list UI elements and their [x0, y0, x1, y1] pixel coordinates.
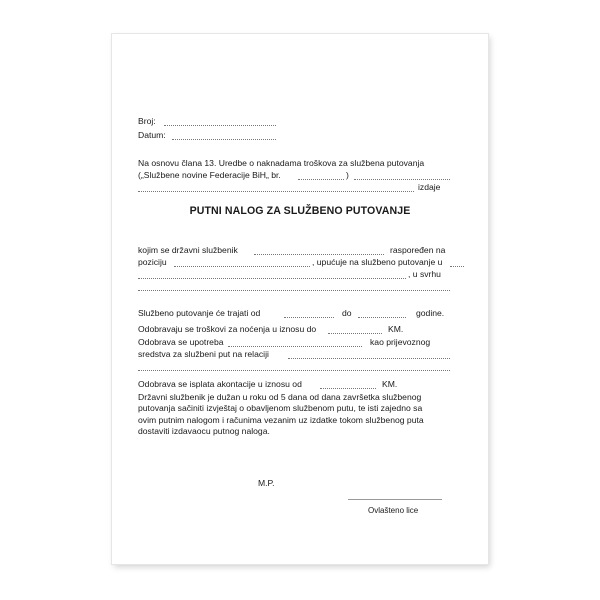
intro-line-2-close: ) — [346, 170, 349, 180]
duration-label: Službeno putovanje će trajati od — [138, 308, 261, 318]
gazette-number-line — [298, 179, 344, 180]
obligation-line-2: putovanja sačiniti izvještaj o obavljenom službenom putu, te isti zajedno sa — [138, 403, 423, 414]
position-label: poziciju — [138, 257, 167, 267]
duration-to-line — [358, 317, 406, 318]
stamp-label: M.P. — [258, 478, 275, 488]
intro-line-2-fill — [354, 179, 450, 180]
signature-label: Ovlašteno lice — [368, 506, 419, 515]
datum-label: Datum: — [138, 130, 166, 140]
duration-from-line — [284, 317, 334, 318]
broj-field-line — [164, 125, 276, 126]
destination-line — [138, 278, 406, 279]
obligation-paragraph — [138, 392, 438, 438]
intro-izdaje: izdaje — [418, 182, 441, 192]
purpose-line — [138, 290, 450, 291]
signature-line — [348, 499, 442, 500]
purpose-label: , u svrhu — [408, 269, 441, 279]
route-label: sredstva za službeni put na relaciji — [138, 349, 269, 359]
page-title: PUTNI NALOG ZA SLUŽBENO PUTOVANJE — [189, 205, 411, 217]
intro-line-2: („Službene novine Federacije BiH„ br. — [138, 170, 281, 180]
duration-to-label: do — [342, 308, 352, 318]
route-line — [288, 358, 450, 359]
vehicle-line — [228, 346, 362, 347]
travel-order-form-page — [112, 34, 488, 564]
issuer-line — [138, 191, 414, 192]
duration-year-label: godine. — [416, 308, 445, 318]
obligation-line-1: Državni službenik je dužan u roku od 5 dana od dana završetka službenog — [138, 392, 422, 402]
employee-name-line — [254, 254, 384, 255]
vehicle-label: Odobrava se upotreba — [138, 337, 224, 347]
advance-amount-line — [320, 388, 376, 389]
employee-label: kojim se državni službenik — [138, 245, 238, 255]
obligation-line-3: ovim putnim nalogom i računima vezanim uz izdatke tokom službenog puta — [138, 414, 424, 425]
advance-currency: KM. — [382, 379, 398, 389]
intro-line-1: Na osnovu člana 13. Uredbe o naknadama troškova za službena putovanja — [138, 158, 425, 168]
position-line — [174, 266, 310, 267]
datum-field-line — [172, 139, 276, 140]
destination-line-short — [450, 266, 464, 267]
route-line-2 — [138, 370, 450, 371]
obligation-line-4: dostaviti izdavaocu putnog naloga. — [138, 426, 270, 437]
advance-label: Odobrava se isplata akontacije u iznosu od — [138, 379, 302, 389]
lodging-amount-line — [328, 333, 382, 334]
destination-label: , upućuje na službeno putovanje u — [312, 257, 443, 267]
assigned-label: raspoređen na — [390, 245, 446, 255]
lodging-currency: KM. — [388, 324, 404, 334]
broj-label: Broj: — [138, 116, 156, 126]
vehicle-means-label: kao prijevoznog — [370, 337, 431, 347]
lodging-label: Odobravaju se troškovi za noćenja u iznosu do — [138, 324, 317, 334]
